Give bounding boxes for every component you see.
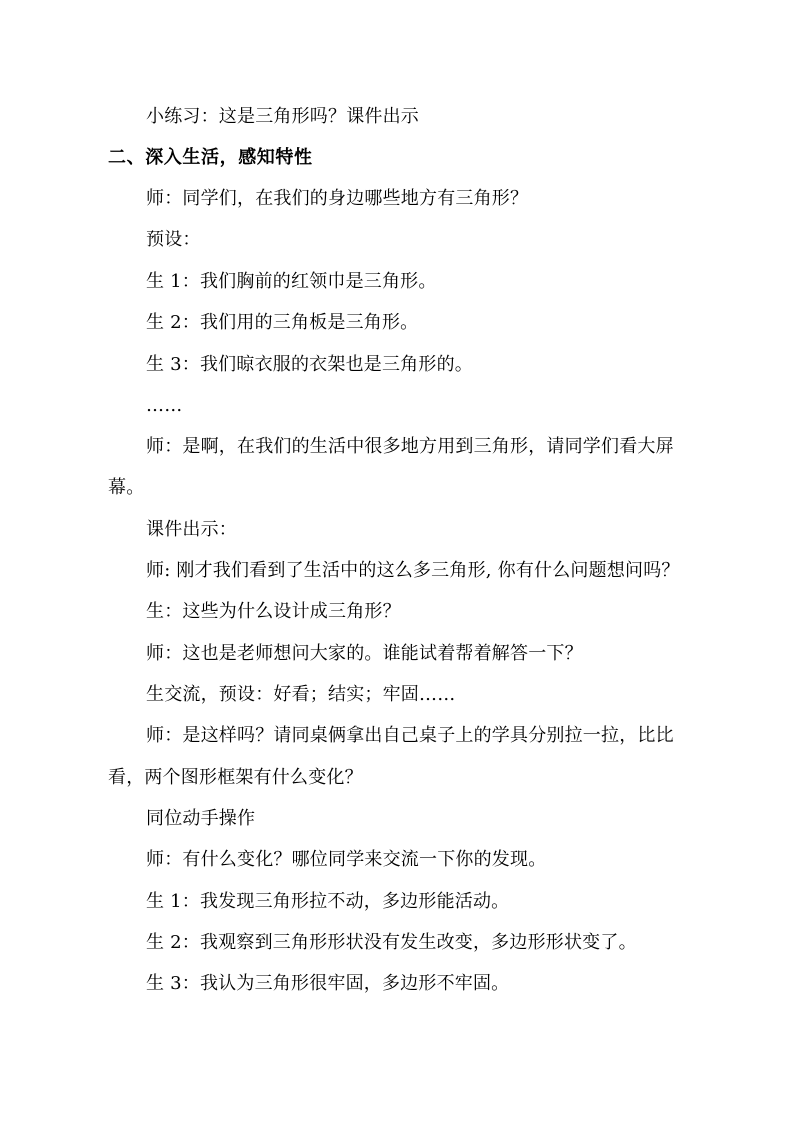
paragraph-teacher-pull-line2: 看，两个图形框架有什么变化？ [108, 767, 363, 788]
paragraph-finding-3: 生 3：我认为三角形很牢固，多边形不牢固。 [146, 973, 510, 994]
paragraph-teacher-change: 师：有什么变化？哪位同学来交流一下你的发现。 [146, 849, 547, 870]
paragraph-exercise: 小练习：这是三角形吗？课件出示 [146, 106, 419, 127]
paragraph-preset-label: 预设： [146, 229, 201, 250]
paragraph-teacher-pull-line1: 师：是这样吗？请同桌俩拿出自己桌子上的学具分别拉一拉，比比 [146, 725, 674, 746]
paragraph-teacher-question: 师：同学们，在我们的身边哪些地方有三角形？ [146, 188, 529, 209]
paragraph-finding-2: 生 2：我观察到三角形形状没有发生改变，多边形形状变了。 [146, 932, 637, 953]
paragraph-student-1: 生 1：我们胸前的红领巾是三角形。 [146, 271, 437, 292]
paragraph-student-exchange: 生交流，预设：好看；结实；牢固…… [146, 684, 456, 705]
section-heading: 二、深入生活，感知特性 [108, 147, 313, 168]
paragraph-student-2: 生 2：我们用的三角板是三角形。 [146, 312, 419, 333]
paragraph-teacher-screen-line2: 幕。 [108, 477, 145, 498]
paragraph-student-3: 生 3：我们晾衣服的衣架也是三角形的。 [146, 354, 473, 375]
paragraph-ellipsis: …… [146, 395, 183, 416]
paragraph-teacher-screen-line1: 师：是啊，在我们的生活中很多地方用到三角形，请同学们看大屏 [146, 436, 674, 457]
paragraph-teacher-ask: 师: 刚才我们看到了生活中的这么多三角形, 你有什么问题想问吗？ [146, 560, 680, 581]
paragraph-finding-1: 生 1：我发现三角形拉不动，多边形能活动。 [146, 891, 510, 912]
paragraph-hands-on: 同位动手操作 [146, 808, 256, 829]
paragraph-student-why: 生：这些为什么设计成三角形？ [146, 601, 401, 622]
paragraph-courseware: 课件出示： [146, 519, 237, 540]
paragraph-teacher-answer: 师：这也是老师想问大家的。谁能试着帮着解答一下？ [146, 643, 583, 664]
